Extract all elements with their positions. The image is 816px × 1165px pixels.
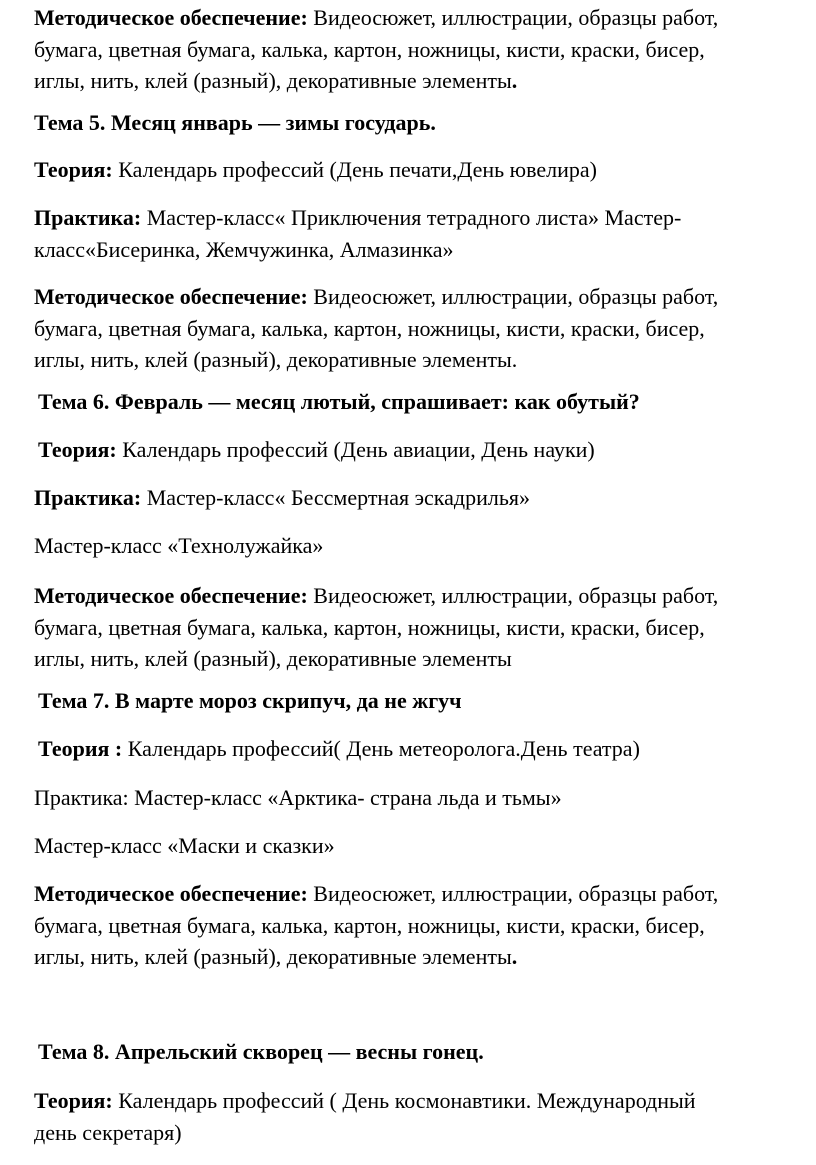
topic-title: Тема 6. Февраль — месяц лютый, спрашивает: как обутый? (38, 389, 640, 414)
topic-8-theory (34, 1085, 794, 1148)
paragraph-line: класс«Бисеринка, Жемчужинка, Алмазинка» (34, 236, 454, 262)
topic-7-practice (34, 782, 794, 814)
paragraph-line: бумага, цветная бумага, калька, картон, ножницы, кисти, краски, бисер, (34, 36, 705, 62)
topic-5-practice (34, 202, 794, 265)
paragraph-line (38, 733, 798, 765)
methods-text: Видеосюжет, иллюстрации, образцы работ, (307, 583, 719, 608)
topic-title: Тема 5. Месяц январь — зимы государь. (34, 110, 436, 135)
paragraph-line: иглы, нить, клей (разный), декоративные элементы (34, 646, 512, 671)
topic-5-heading (34, 107, 794, 139)
paragraph-line (34, 1085, 794, 1117)
methods-text: иглы, нить, клей (разный), декоративные элементы (34, 68, 512, 93)
paragraph-line (34, 65, 794, 97)
period: . (511, 944, 518, 969)
methods-text: Видеосюжет, иллюстрации, образцы работ, (307, 284, 719, 309)
paragraph-line (38, 434, 798, 466)
methods-label: Методическое обеспечение: (34, 881, 308, 906)
topic-6-practice (34, 482, 794, 514)
methods-label: Методическое обеспечение: (34, 284, 308, 309)
paragraph-line (34, 580, 794, 612)
topic-5-theory (34, 154, 794, 186)
practice-text: Мастер-класс« Бессмертная эскадрилья» (141, 485, 531, 510)
paragraph-line (34, 941, 794, 973)
topic-6-methods (34, 580, 794, 675)
topic-5-methods (34, 281, 794, 376)
theory-label: Теория: (38, 437, 117, 462)
paragraph-line (34, 154, 794, 186)
methods-text: Видеосюжет, иллюстрации, образцы работ, (307, 5, 719, 30)
period: . (511, 68, 518, 93)
topic-7-methods (34, 878, 794, 973)
paragraph-line: день секретаря) (34, 1119, 182, 1145)
paragraph-line (34, 878, 794, 910)
practice-label: Практика: (34, 205, 142, 230)
paragraph-line (34, 281, 794, 313)
paragraph-line (34, 482, 794, 514)
topic-6-practice-extra (34, 530, 794, 562)
methods-label: Методическое обеспечение: (34, 5, 308, 30)
methods-text: Видеосюжет, иллюстрации, образцы работ, (307, 881, 719, 906)
topic-7-practice-extra (34, 830, 794, 862)
practice-text: Мастер-класс« Приключения тетрадного листа» Мастер- (141, 205, 682, 230)
theory-text: Календарь профессий (День печати,День ювелира) (112, 157, 597, 182)
methods-paragraph (34, 2, 794, 97)
methods-text: иглы, нить, клей (разный), декоративные элементы (34, 944, 512, 969)
topic-title: Тема 8. Апрельский скворец — весны гонец. (38, 1039, 484, 1064)
practice-label: Практика: (34, 485, 142, 510)
theory-label: Теория: (34, 1088, 113, 1113)
theory-text: Календарь профессий ( День космонавтики. Международный (112, 1088, 696, 1113)
paragraph-line: бумага, цветная бумага, калька, картон, ножницы, кисти, краски, бисер, (34, 912, 705, 938)
topic-6-heading (34, 386, 798, 418)
paragraph-line: Мастер-класс «Технолужайка» (34, 533, 324, 558)
paragraph-line: Практика: Мастер-класс «Арктика- страна льда и тьмы» (34, 785, 562, 810)
paragraph-line: иглы, нить, клей (разный), декоративные элементы. (34, 347, 518, 372)
theory-text: Календарь профессий (День авиации, День науки) (116, 437, 595, 462)
paragraph-line (34, 2, 794, 34)
theory-text: Календарь профессий( День метеоролога.День театра) (122, 736, 640, 761)
topic-title: Тема 7. В марте мороз скрипуч, да не жгуч (38, 688, 462, 713)
topic-8-heading (34, 1036, 798, 1068)
theory-label: Теория : (38, 736, 123, 761)
paragraph-line (34, 202, 794, 234)
theory-label: Теория: (34, 157, 113, 182)
topic-6-theory (34, 434, 798, 466)
paragraph-line: бумага, цветная бумага, калька, картон, ножницы, кисти, краски, бисер, (34, 614, 705, 640)
paragraph-line: Мастер-класс «Маски и сказки» (34, 833, 335, 858)
topic-7-theory (34, 733, 798, 765)
methods-label: Методическое обеспечение: (34, 583, 308, 608)
topic-7-heading (34, 685, 798, 717)
paragraph-line: бумага, цветная бумага, калька, картон, ножницы, кисти, краски, бисер, (34, 315, 705, 341)
